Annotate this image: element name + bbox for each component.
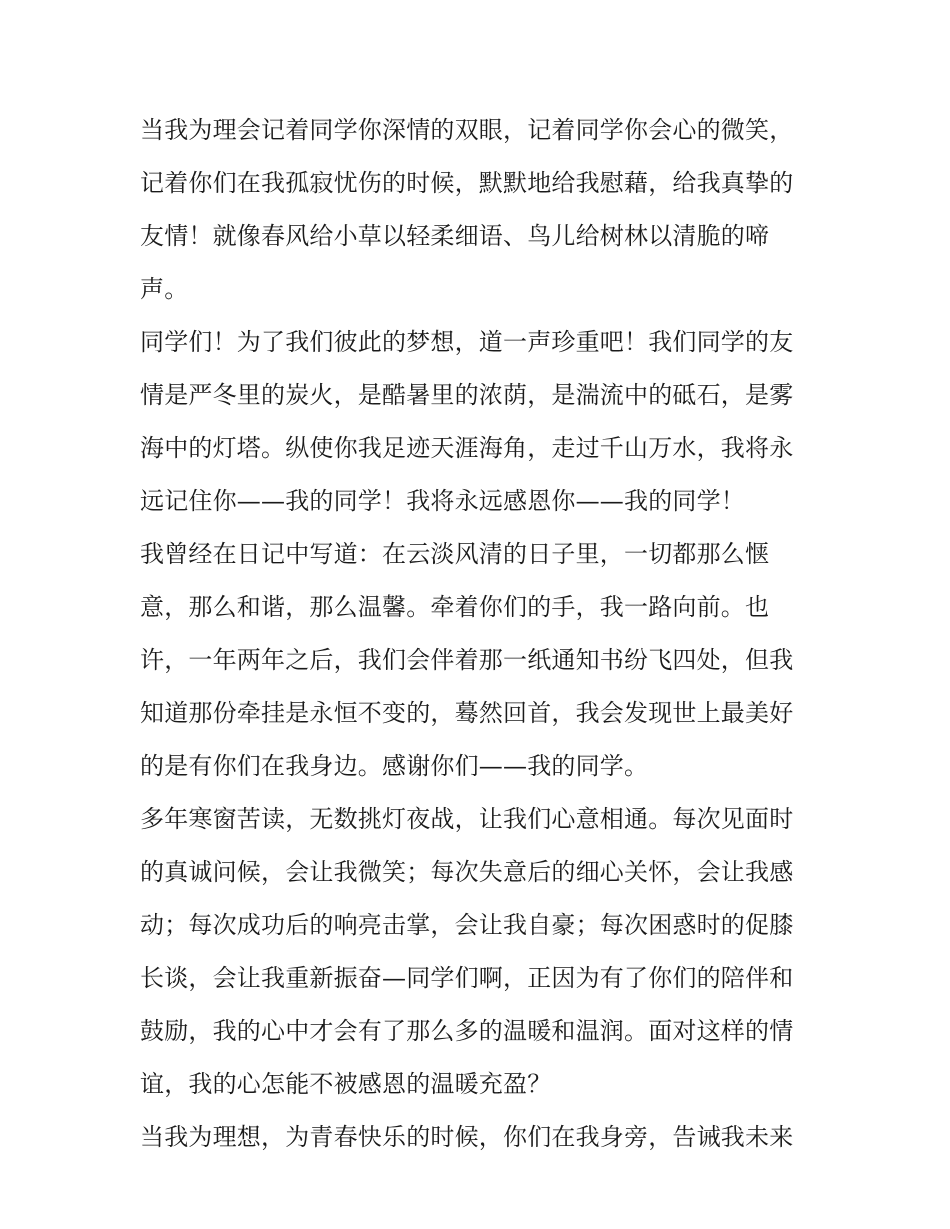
text-line: 的是有你们在我身边。感谢你们——我的同学。	[140, 752, 649, 780]
document-body	[140, 104, 820, 1164]
text-line: 声。	[140, 275, 189, 303]
text-line: 的真诚问候，会让我微笑；每次失意后的细心关怀，会让我感	[140, 858, 794, 886]
text-line: 远记住你——我的同学！我将永远感恩你——我的同学！	[140, 487, 745, 515]
text-line: 意，那么和谐，那么温馨。牵着你们的手，我一路向前。也	[140, 593, 770, 621]
text-line: 记着你们在我孤寂忧伤的时候，默默地给我慰藉，给我真挚的	[140, 169, 794, 197]
text-line: 多年寒窗苦读，无数挑灯夜战，让我们心意相通。每次见面时	[140, 805, 794, 833]
text-line: 鼓励，我的心中才会有了那么多的温暖和温润。面对这样的情	[140, 1017, 794, 1045]
text-line: 当我为理会记着同学你深情的双眼，记着同学你会心的微笑，	[140, 116, 794, 144]
text-line: 当我为理想，为青春快乐的时候，你们在我身旁，告诫我未来	[140, 1123, 794, 1151]
text-line: 海中的灯塔。纵使你我足迹天涯海角，走过千山万水，我将永	[140, 434, 794, 462]
text-line: 我曾经在日记中写道：在云淡风清的日子里，一切都那么惬	[140, 540, 770, 568]
text-line: 知道那份牵挂是永恒不变的，蓦然回首，我会发现世上最美好	[140, 699, 794, 727]
text-line: 情是严冬里的炭火，是酷暑里的浓荫，是湍流中的砥石，是雾	[140, 381, 794, 409]
text-line: 长谈，会让我重新振奋—同学们啊，正因为有了你们的陪伴和	[140, 964, 794, 992]
text-line: 谊，我的心怎能不被感恩的温暖充盈？	[140, 1070, 552, 1098]
text-line: 许，一年两年之后，我们会伴着那一纸通知书纷飞四处，但我	[140, 646, 794, 674]
text-line: 友情！就像春风给小草以轻柔细语、鸟儿给树林以清脆的啼	[140, 222, 770, 250]
text-line: 同学们！为了我们彼此的梦想，道一声珍重吧！我们同学的友	[140, 328, 794, 356]
text-line: 动；每次成功后的响亮击掌，会让我自豪；每次困惑时的促膝	[140, 911, 794, 939]
